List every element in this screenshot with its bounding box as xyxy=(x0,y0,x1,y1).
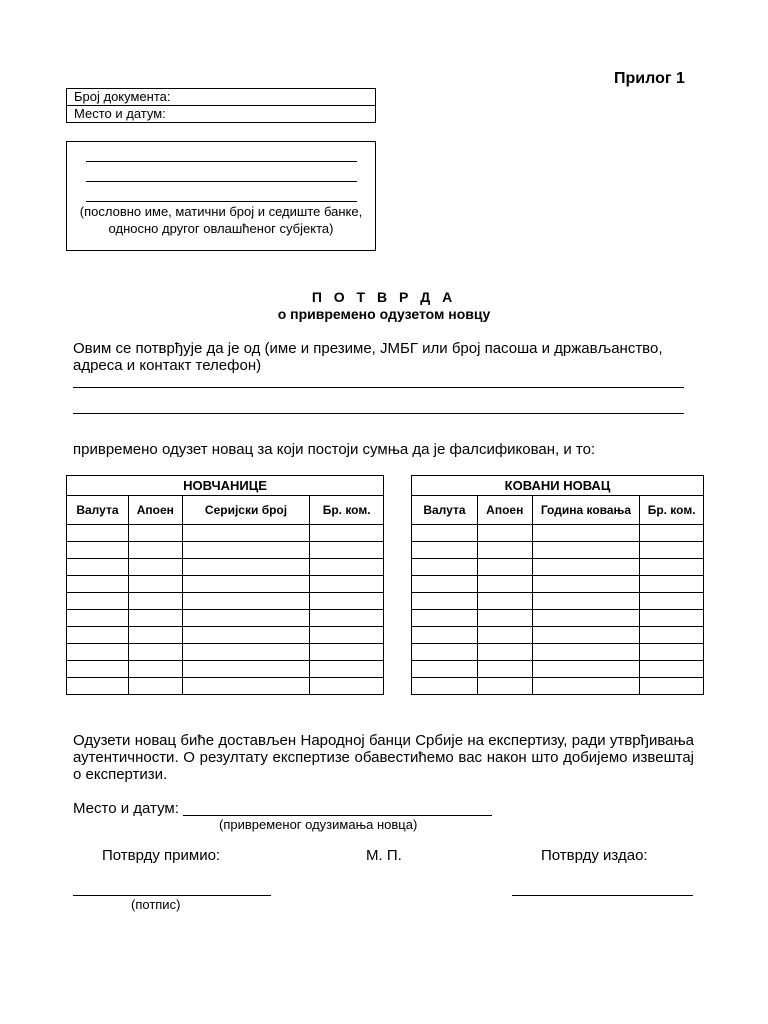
coins-table-cell[interactable] xyxy=(477,525,532,542)
coins-table-row xyxy=(412,644,704,661)
banknotes-table-cell[interactable] xyxy=(128,576,182,593)
coins-table-row xyxy=(412,542,704,559)
coins-table-row xyxy=(412,678,704,695)
banknotes-table-row xyxy=(67,661,384,678)
document-meta-box xyxy=(66,88,376,123)
coins-table-cell[interactable] xyxy=(640,644,704,661)
bank-info-box xyxy=(66,141,376,251)
coins-table-cell[interactable] xyxy=(640,593,704,610)
coins-table-cell[interactable] xyxy=(640,525,704,542)
coins-table-row xyxy=(412,661,704,678)
person-fill-line-2[interactable] xyxy=(73,413,684,414)
notice-text: Одузети новац биће достављен Народној банци Србије на експертизу, ради утврђивања аутентичности. О резултату експертизе обавестићемо вас након што добијемо извештај о експертизи. xyxy=(73,732,694,783)
stamp-label: М. П. xyxy=(366,847,402,864)
coins-table-title: КОВАНИ НОВАЦ xyxy=(412,476,704,496)
banknotes-col-currency: Валута xyxy=(67,496,129,525)
coins-table-cell[interactable] xyxy=(477,678,532,695)
banknotes-table-cell[interactable] xyxy=(310,644,384,661)
received-label: Потврду примио: xyxy=(102,847,221,864)
banknotes-col-count: Бр. ком. xyxy=(310,496,384,525)
coins-table-cell[interactable] xyxy=(412,542,478,559)
banknotes-table-cell[interactable] xyxy=(182,542,310,559)
coins-table-cell[interactable] xyxy=(477,644,532,661)
coins-table-cell[interactable] xyxy=(532,559,640,576)
banknotes-table-cell[interactable] xyxy=(128,525,182,542)
banknotes-col-denomination: Апоен xyxy=(128,496,182,525)
place-date-label: Место и датум: xyxy=(73,800,179,817)
banknotes-table-cell[interactable] xyxy=(67,525,129,542)
coins-table-cell[interactable] xyxy=(532,678,640,695)
coins-table-cell[interactable] xyxy=(412,661,478,678)
signature-caption: (потпис) xyxy=(131,897,181,912)
seized-text: привремено одузет новац за који постоји сумња да је фалсификован, и то: xyxy=(73,441,596,458)
coins-table-cell[interactable] xyxy=(640,627,704,644)
banknotes-table-cell[interactable] xyxy=(182,593,310,610)
banknotes-table-row xyxy=(67,542,384,559)
coins-table-cell[interactable] xyxy=(532,644,640,661)
banknotes-table-cell[interactable] xyxy=(67,661,129,678)
coins-col-currency: Валута xyxy=(412,496,478,525)
coins-table-cell[interactable] xyxy=(412,610,478,627)
coins-table-cell[interactable] xyxy=(640,576,704,593)
banknotes-table-row xyxy=(67,559,384,576)
banknotes-table-cell[interactable] xyxy=(182,627,310,644)
coins-table-cell[interactable] xyxy=(532,576,640,593)
coins-table-row xyxy=(412,559,704,576)
banknotes-table-cell[interactable] xyxy=(310,610,384,627)
banknotes-table-cell[interactable] xyxy=(128,593,182,610)
banknotes-table-cell[interactable] xyxy=(182,610,310,627)
coins-table-cell[interactable] xyxy=(640,559,704,576)
attachment-label: Прилог 1 xyxy=(614,70,685,87)
banknotes-table-cell[interactable] xyxy=(67,678,129,695)
banknotes-table-cell[interactable] xyxy=(67,627,129,644)
banknotes-col-serial: Серијски број xyxy=(182,496,310,525)
issuer-signature-line[interactable] xyxy=(512,895,693,896)
coins-table-cell[interactable] xyxy=(532,661,640,678)
place-date-line[interactable] xyxy=(183,815,492,816)
banknotes-table-cell[interactable] xyxy=(310,627,384,644)
banknotes-table-cell[interactable] xyxy=(67,593,129,610)
coins-table-cell[interactable] xyxy=(640,661,704,678)
coins-col-year: Година ковања xyxy=(532,496,640,525)
banknotes-table-cell[interactable] xyxy=(182,576,310,593)
banknotes-table-cell[interactable] xyxy=(67,542,129,559)
coins-table-body xyxy=(412,525,704,695)
receiver-signature-line[interactable] xyxy=(73,895,271,896)
coins-table-cell[interactable] xyxy=(640,542,704,559)
coins-table-row xyxy=(412,593,704,610)
coins-table-cell[interactable] xyxy=(640,678,704,695)
banknotes-table-cell[interactable] xyxy=(128,610,182,627)
document-subtitle: о привремено одузетом новцу xyxy=(277,306,491,322)
banknotes-table-cell[interactable] xyxy=(310,559,384,576)
bank-line-2[interactable] xyxy=(86,181,357,182)
banknotes-table-cell[interactable] xyxy=(128,644,182,661)
coins-table-cell[interactable] xyxy=(412,525,478,542)
coins-table-cell[interactable] xyxy=(412,678,478,695)
coins-table-cell[interactable] xyxy=(412,576,478,593)
coins-table-cell[interactable] xyxy=(532,542,640,559)
issued-label: Потврду издао: xyxy=(541,847,648,864)
coins-table-cell[interactable] xyxy=(477,627,532,644)
banknotes-table-cell[interactable] xyxy=(128,542,182,559)
banknotes-table-cell[interactable] xyxy=(310,525,384,542)
coins-col-denomination: Апоен xyxy=(477,496,532,525)
coins-table xyxy=(411,475,704,695)
banknotes-table-cell[interactable] xyxy=(310,576,384,593)
banknotes-table-row xyxy=(67,525,384,542)
banknotes-table-cell[interactable] xyxy=(67,576,129,593)
coins-table-cell[interactable] xyxy=(532,610,640,627)
banknotes-table xyxy=(66,475,384,695)
banknotes-table-row xyxy=(67,627,384,644)
banknotes-table-cell[interactable] xyxy=(67,644,129,661)
coins-table-cell[interactable] xyxy=(532,593,640,610)
bank-line-3[interactable] xyxy=(86,201,357,202)
bank-caption: (пословно име, матични број и седиште банке, односно другог овлашћеног субјекта) xyxy=(79,204,363,236)
coins-table-cell[interactable] xyxy=(477,661,532,678)
document-title: П О Т В Р Д А xyxy=(311,289,457,305)
coins-table-cell[interactable] xyxy=(477,610,532,627)
coins-table-cell[interactable] xyxy=(412,593,478,610)
coins-table-row xyxy=(412,627,704,644)
coins-table-cell[interactable] xyxy=(532,627,640,644)
coins-table-cell[interactable] xyxy=(412,644,478,661)
banknotes-table-cell[interactable] xyxy=(67,610,129,627)
banknotes-table-row xyxy=(67,593,384,610)
document-number-field[interactable]: Број документа: xyxy=(74,89,171,104)
banknotes-table-cell[interactable] xyxy=(67,559,129,576)
coins-table-cell[interactable] xyxy=(477,542,532,559)
coins-table-row xyxy=(412,525,704,542)
coins-table-cell[interactable] xyxy=(412,559,478,576)
banknotes-table-cell[interactable] xyxy=(128,627,182,644)
banknotes-table-cell[interactable] xyxy=(128,559,182,576)
banknotes-table-cell[interactable] xyxy=(182,678,310,695)
coins-table-cell[interactable] xyxy=(477,559,532,576)
banknotes-table-cell[interactable] xyxy=(310,593,384,610)
banknotes-table-cell[interactable] xyxy=(182,661,310,678)
banknotes-table-row xyxy=(67,678,384,695)
coins-table-cell[interactable] xyxy=(640,610,704,627)
intro-text: Овим се потврђује да је од (име и презиме, ЈМБГ или број пасоша и држављанство, адреса и контакт телефон) xyxy=(73,340,663,374)
banknotes-table-cell[interactable] xyxy=(128,678,182,695)
banknotes-table-cell[interactable] xyxy=(182,559,310,576)
banknotes-table-row xyxy=(67,576,384,593)
banknotes-table-title: НОВЧАНИЦЕ xyxy=(67,476,384,496)
banknotes-table-body xyxy=(67,525,384,695)
banknotes-table-cell[interactable] xyxy=(128,661,182,678)
person-fill-line-1[interactable] xyxy=(73,387,684,388)
coins-table-cell[interactable] xyxy=(532,525,640,542)
document-place-date-field[interactable]: Место и датум: xyxy=(67,105,375,122)
banknotes-table-cell[interactable] xyxy=(310,542,384,559)
coins-table-row xyxy=(412,576,704,593)
banknotes-table-cell[interactable] xyxy=(310,661,384,678)
banknotes-table-cell[interactable] xyxy=(182,644,310,661)
banknotes-table-cell[interactable] xyxy=(182,525,310,542)
bank-line-1[interactable] xyxy=(86,161,357,162)
banknotes-table-row xyxy=(67,644,384,661)
coins-table-cell[interactable] xyxy=(477,593,532,610)
coins-table-cell[interactable] xyxy=(477,576,532,593)
banknotes-table-row xyxy=(67,610,384,627)
coins-table-cell[interactable] xyxy=(412,627,478,644)
coins-table-row xyxy=(412,610,704,627)
place-date-caption: (привременог одузимања новца) xyxy=(219,817,418,832)
coins-col-count: Бр. ком. xyxy=(640,496,704,525)
banknotes-table-cell[interactable] xyxy=(310,678,384,695)
